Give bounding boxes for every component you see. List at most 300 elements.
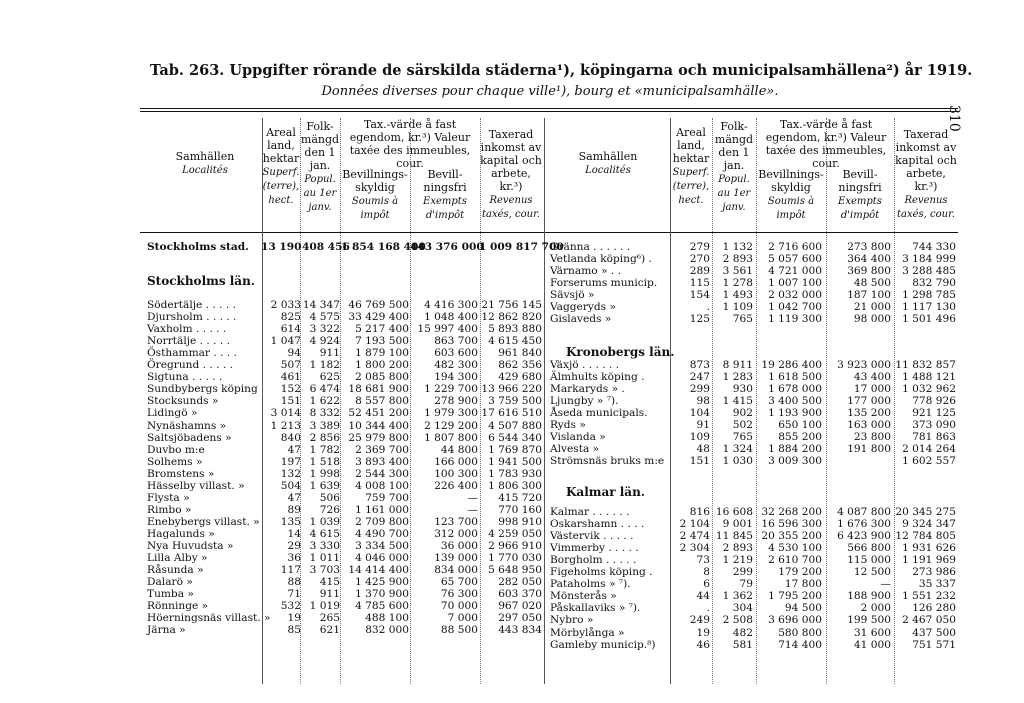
cell-tax1: 18 681 900 xyxy=(348,383,409,396)
cell-tax2: 364 400 xyxy=(847,253,891,266)
cell-tax2: 88 500 xyxy=(440,624,478,637)
cell-name: Saltsjöbadens » xyxy=(147,431,232,444)
cell-area: 109 xyxy=(689,431,710,444)
cell-pop: 1 182 xyxy=(309,359,340,372)
cell-tax1: 4 008 100 xyxy=(355,479,409,492)
header-income-right: Taxerad inkomst av kapital och arbete, kr.³) Revenus taxés, cour. xyxy=(895,128,957,220)
cell-name: Solhems » xyxy=(147,455,203,468)
cell-tax2: — xyxy=(467,491,478,504)
cell-tax2: 123 700 xyxy=(434,515,478,528)
cell-pop: 1 324 xyxy=(722,443,753,456)
cell-pop: 265 xyxy=(319,612,340,625)
cell-tax2: 36 000 xyxy=(440,540,478,552)
cell-income: 1 783 930 xyxy=(488,467,542,480)
cell-pop: 1 019 xyxy=(309,600,340,613)
cell-area: 88 xyxy=(287,576,301,589)
cell-income: 1 602 557 xyxy=(902,455,956,468)
cell-tax2: 273 800 xyxy=(847,241,891,253)
cell-tax1: 488 100 xyxy=(365,612,409,625)
cell-income: 273 986 xyxy=(912,566,956,579)
cell-area: 132 xyxy=(280,467,301,480)
cell-tax1: 4 490 700 xyxy=(355,527,409,540)
cell-name: Öregrund . . . . . xyxy=(147,359,233,372)
cell-area: 197 xyxy=(280,455,301,468)
cell-tax2: 98 000 xyxy=(853,313,891,326)
cell-tax1: 14 414 400 xyxy=(348,564,409,577)
cell-area: 19 xyxy=(696,626,710,639)
cell-income: 862 356 xyxy=(498,359,542,372)
cell-name: Sävsjö » xyxy=(550,289,595,302)
header-tax2-left: Bevill-ningsfri Exempts d'impôt xyxy=(423,168,467,221)
cell-area: 532 xyxy=(280,600,301,613)
cell-tax1: 1 795 200 xyxy=(768,590,822,603)
cell-tax2: — xyxy=(880,578,891,591)
cell-income: 297 050 xyxy=(498,612,542,625)
cell-tax1: 2 032 000 xyxy=(768,289,822,302)
cell-area: 8 xyxy=(703,566,710,579)
cell-tax1: 3 009 300 xyxy=(768,455,822,468)
cell-pop: 1 039 xyxy=(309,515,340,528)
cell-name: Sundbybergs köping xyxy=(147,383,258,396)
cell-tax1: 8 557 800 xyxy=(355,395,409,408)
header-tax1-left: Bevillnings-skyldig Soumis à impôt xyxy=(342,168,408,221)
cell-tax2: 863 700 xyxy=(434,335,478,348)
cell-income: 1 298 785 xyxy=(902,289,956,302)
cell-pop: 8 911 xyxy=(722,359,753,371)
cell-income: 6 544 340 xyxy=(488,431,542,444)
section-heading: Kronobergs län. xyxy=(566,345,675,359)
cell-income: 1 191 969 xyxy=(902,554,956,567)
cell-tax1: 2 085 800 xyxy=(355,371,409,384)
cell-tax2: 603 600 xyxy=(434,347,478,360)
cell-name: Växjö . . . . . . xyxy=(550,359,620,371)
header-name-left: Samhällen Localités xyxy=(175,150,235,176)
cell-income: 12 862 820 xyxy=(481,311,542,324)
cell-pop: 3 561 xyxy=(722,265,753,278)
cell-area: 154 xyxy=(689,289,710,302)
cell-tax2: 278 900 xyxy=(434,395,478,408)
cell-income: 967 020 xyxy=(498,600,542,613)
cell-name: Ryds » xyxy=(550,419,586,432)
cell-tax2: 163 000 xyxy=(847,419,891,432)
cell-name: Hagalunds » xyxy=(147,527,215,540)
divider-center xyxy=(544,118,545,684)
cell-area: 2 474 xyxy=(679,530,710,543)
cell-income: 603 370 xyxy=(498,588,542,601)
cell-pop: 408 456 xyxy=(302,241,350,253)
cell-name: Lidingö » xyxy=(147,407,198,420)
cell-pop: 581 xyxy=(732,638,753,651)
cell-income: 1 769 870 xyxy=(488,443,542,456)
cell-pop: 4 615 xyxy=(309,527,340,540)
cell-income: 751 571 xyxy=(912,638,956,651)
cell-tax1: 2 610 700 xyxy=(768,554,822,567)
cell-income: 744 330 xyxy=(912,241,956,253)
cell-name: Nybro » xyxy=(550,614,594,627)
cell-tax1: 2 709 800 xyxy=(355,515,409,528)
cell-tax1: 855 200 xyxy=(778,431,822,444)
cell-area: 289 xyxy=(689,265,710,278)
cell-name: Höerningsnäs villast. » xyxy=(147,612,271,625)
cell-name: Ljungby » ⁷). xyxy=(550,395,619,408)
top-rule xyxy=(140,108,958,109)
cell-pop: 902 xyxy=(732,407,753,420)
cell-tax2: 31 600 xyxy=(853,626,891,639)
cell-tax1: 1 884 200 xyxy=(768,443,822,456)
cell-income: 1 488 121 xyxy=(902,371,956,384)
cell-income: 1 931 626 xyxy=(902,542,956,555)
cell-name: Duvbo m:e xyxy=(147,443,205,456)
cell-tax2: 226 400 xyxy=(434,479,478,492)
cell-area: . xyxy=(706,602,710,615)
cell-tax1: 832 000 xyxy=(365,624,409,637)
cell-tax1: 5 057 600 xyxy=(768,253,822,266)
cell-tax2: 1 048 400 xyxy=(424,311,478,324)
cell-tax2: 4 416 300 xyxy=(424,299,478,311)
cell-pop: 14 347 xyxy=(302,299,340,311)
cell-tax2: 312 000 xyxy=(434,527,478,540)
cell-tax2: 23 800 xyxy=(853,431,891,444)
cell-tax2: 135 200 xyxy=(847,407,891,420)
cell-tax1: 1 879 100 xyxy=(355,347,409,360)
cell-area: 270 xyxy=(689,253,710,266)
header-tax2-right: Bevill-ningsfri Exempts d'impôt xyxy=(838,168,882,221)
cell-area: 299 xyxy=(689,383,710,396)
header-income-left: Taxerad inkomst av kapital och arbete, kr.³) Revenus taxés, cour. xyxy=(480,128,542,220)
cell-pop: 1 622 xyxy=(309,395,340,408)
cell-pop: 930 xyxy=(732,383,753,396)
cell-area: 461 xyxy=(280,371,301,384)
page-subtitle: Données diverses pour chaque ville¹), bourg et «municipalsamhälle». xyxy=(321,84,779,99)
cell-income: 429 680 xyxy=(498,371,542,384)
cell-name: Stocksunds » xyxy=(147,395,219,408)
cell-name: Rimbo » xyxy=(147,503,192,516)
section-heading: Stockholms län. xyxy=(147,274,255,288)
cell-tax1: 5 217 400 xyxy=(355,323,409,336)
cell-income: 4 259 050 xyxy=(488,527,542,540)
cell-tax2: 1 676 300 xyxy=(837,518,891,531)
cell-tax2: 166 000 xyxy=(434,455,478,468)
cell-tax1: 580 800 xyxy=(778,626,822,639)
cell-tax1: 1 370 900 xyxy=(355,588,409,601)
cell-pop: 765 xyxy=(732,431,753,444)
cell-tax2: 834 000 xyxy=(434,564,478,577)
cell-income: 126 280 xyxy=(912,602,956,615)
cell-area: 98 xyxy=(696,395,710,408)
cell-area: 507 xyxy=(280,359,301,372)
cell-area: 873 xyxy=(689,359,710,371)
header-name-right: Samhällen Localités xyxy=(578,150,638,176)
cell-pop: 2 893 xyxy=(722,542,753,555)
cell-area: 279 xyxy=(689,241,710,253)
cell-pop: 4 924 xyxy=(309,335,340,348)
cell-pop: 8 332 xyxy=(309,407,340,420)
cell-income: 2 966 910 xyxy=(488,540,542,552)
cell-name: Dalarö » xyxy=(147,576,193,589)
cell-tax2: 41 000 xyxy=(853,638,891,651)
cell-income: 443 834 xyxy=(498,624,542,637)
cell-pop: 482 xyxy=(732,626,753,639)
cell-area: 125 xyxy=(689,313,710,326)
cell-tax1: 94 500 xyxy=(784,602,822,615)
cell-tax1: 1 854 168 400 xyxy=(341,241,426,253)
cell-area: 2 033 xyxy=(270,299,301,311)
cell-name: Rönninge » xyxy=(147,600,209,613)
cell-tax1: 19 286 400 xyxy=(761,359,822,371)
cell-pop: 625 xyxy=(319,371,340,384)
cell-income: 781 863 xyxy=(912,431,956,444)
cell-tax2: 1 807 800 xyxy=(424,431,478,444)
cell-income: 921 125 xyxy=(912,407,956,420)
cell-income: 4 615 450 xyxy=(488,335,542,348)
cell-area: 89 xyxy=(287,503,301,516)
cell-pop: 1 109 xyxy=(722,301,753,314)
cell-area: 151 xyxy=(280,395,301,408)
cell-income: 282 050 xyxy=(498,576,542,589)
cell-tax2: 482 300 xyxy=(434,359,478,372)
cell-pop: 1 283 xyxy=(722,371,753,384)
cell-area: 1 213 xyxy=(270,419,301,432)
cell-name: Gränna . . . . . . xyxy=(550,241,631,253)
cell-name: Figeholms köping . xyxy=(550,566,653,579)
cell-name: Strömsnäs bruks m:e xyxy=(550,455,665,468)
cell-pop: 1 362 xyxy=(722,590,753,603)
cell-name: Norrtälje . . . . . xyxy=(147,335,230,348)
cell-tax1: 4 721 000 xyxy=(768,265,822,278)
cell-tax1: 3 334 500 xyxy=(355,540,409,552)
cell-pop: 3 322 xyxy=(309,323,340,336)
cell-name: Östhammar . . . . xyxy=(147,347,237,360)
cell-income: 3 184 999 xyxy=(902,253,956,266)
cell-area: 115 xyxy=(689,277,710,290)
cell-tax2: 1 229 700 xyxy=(424,383,478,396)
cell-tax1: 46 769 500 xyxy=(348,299,409,311)
cell-name: Flysta » xyxy=(147,491,190,504)
cell-area: 47 xyxy=(287,491,301,504)
page-number: 310 xyxy=(946,105,962,132)
cell-pop: 502 xyxy=(732,419,753,432)
cell-area: 3 014 xyxy=(270,407,301,420)
cell-income: 961 840 xyxy=(498,347,542,360)
cell-tax2: 2 129 200 xyxy=(424,419,478,432)
cell-name: Järna » xyxy=(147,624,186,637)
cell-tax2: 15 997 400 xyxy=(417,323,478,336)
cell-pop: 6 474 xyxy=(309,383,340,396)
cell-tax1: 10 344 400 xyxy=(348,419,409,432)
cell-area: 249 xyxy=(689,614,710,627)
header-area-right: Areal land, hektar Superf. (terre), hect. xyxy=(672,126,710,206)
cell-tax2: 188 900 xyxy=(847,590,891,603)
cell-tax1: 1 193 900 xyxy=(768,407,822,420)
cell-tax2: — xyxy=(467,503,478,516)
section-heading: Kalmar län. xyxy=(566,485,645,499)
cell-name: Vaggeryds » xyxy=(550,301,616,314)
cell-tax2: 191 800 xyxy=(847,443,891,456)
cell-area: 151 xyxy=(689,455,710,468)
cell-income: 778 926 xyxy=(912,395,956,408)
cell-area: 19 xyxy=(287,612,301,625)
cell-tax2: 12 500 xyxy=(853,566,891,579)
cell-tax1: 1 007 100 xyxy=(768,277,822,290)
cell-pop: 3 389 xyxy=(309,419,340,432)
cell-income: 1 806 300 xyxy=(488,479,542,492)
cell-name: Värnamo » . . xyxy=(550,265,621,278)
cell-tax2: 1 979 300 xyxy=(424,407,478,420)
cell-tax1: 1 119 300 xyxy=(768,313,822,326)
cell-name: Älmhults köping . xyxy=(550,371,645,384)
cell-income: 832 790 xyxy=(912,277,956,290)
cell-income: 5 648 950 xyxy=(488,564,542,577)
cell-income: 5 893 880 xyxy=(488,323,542,336)
cell-area: 94 xyxy=(287,347,301,360)
cell-income: 1 551 232 xyxy=(902,590,956,603)
cell-pop: 1 132 xyxy=(722,241,753,253)
header-taxval-right: Tax.-värde å fast egendom, kr.³) Valeur taxée des immeubles, cour. xyxy=(765,118,887,170)
cell-area: 47 xyxy=(287,443,301,456)
cell-name: Vislanda » xyxy=(550,431,606,444)
cell-income: 1 770 030 xyxy=(488,552,542,565)
cell-tax1: 33 429 400 xyxy=(348,311,409,324)
cell-area: 6 xyxy=(703,578,710,591)
cell-name: Södertälje . . . . . xyxy=(147,299,236,311)
cell-income: 373 090 xyxy=(912,419,956,432)
cell-area: 104 xyxy=(689,407,710,420)
cell-income: 1 501 496 xyxy=(902,313,956,326)
cell-tax2: 177 000 xyxy=(847,395,891,408)
cell-name: Åseda municipals. xyxy=(550,407,648,420)
cell-area: 46 xyxy=(696,638,710,651)
cell-tax2: 6 423 900 xyxy=(837,530,891,543)
cell-name: Markaryds » . xyxy=(550,383,625,396)
cell-pop: 1 011 xyxy=(309,552,340,565)
cell-name: Forserums municip. xyxy=(550,277,658,290)
cell-name: Djursholm . . . . . xyxy=(147,311,237,324)
cell-tax2: 65 700 xyxy=(440,576,478,589)
cell-income: 998 910 xyxy=(498,515,542,528)
cell-tax1: 1 161 000 xyxy=(355,503,409,516)
cell-area: 91 xyxy=(696,419,710,432)
header-area-left: Areal land, hektar Superf. (terre), hect. xyxy=(262,126,300,206)
cell-pop: 1 782 xyxy=(309,443,340,456)
cell-tax2: 17 000 xyxy=(853,383,891,396)
cell-income: 415 720 xyxy=(498,491,542,504)
cell-name: Gislaveds » xyxy=(550,313,612,326)
cell-pop: 1 030 xyxy=(722,455,753,468)
cell-pop: 1 219 xyxy=(722,554,753,567)
cell-area: 2 104 xyxy=(679,518,710,531)
cell-pop: 1 278 xyxy=(722,277,753,290)
cell-income: 1 117 130 xyxy=(902,301,956,314)
cell-name: Bromstens » xyxy=(147,467,215,480)
cell-tax1: 759 700 xyxy=(365,491,409,504)
cell-income: 1 009 817 700 xyxy=(479,241,564,253)
page-title: Tab. 263. Uppgifter rörande de särskilda städerna¹), köpingarna och municipalsamhällena²) år 1919. xyxy=(150,62,973,79)
cell-name: Enebybergs villast. » xyxy=(147,515,260,528)
cell-tax1: 4 530 100 xyxy=(768,542,822,555)
cell-tax2: 21 000 xyxy=(853,301,891,314)
cell-name: Kalmar . . . . . . xyxy=(550,506,630,518)
cell-pop: 304 xyxy=(732,602,753,615)
cell-tax2: 2 000 xyxy=(860,602,891,615)
cell-name: Påskallaviks » ⁷). xyxy=(550,602,641,615)
top-rule-2 xyxy=(140,111,958,112)
cell-tax2: 187 100 xyxy=(847,289,891,302)
cell-pop: 79 xyxy=(739,578,753,591)
cell-tax1: 52 451 200 xyxy=(348,407,409,420)
cell-income: 3 288 485 xyxy=(902,265,956,278)
cell-tax1: 16 596 300 xyxy=(761,518,822,531)
cell-pop: 4 575 xyxy=(309,311,340,324)
cell-area: 73 xyxy=(696,554,710,567)
cell-tax1: 32 268 200 xyxy=(761,506,822,518)
cell-income: 2 014 264 xyxy=(902,443,956,456)
cell-pop: 1 415 xyxy=(722,395,753,408)
cell-pop: 2 856 xyxy=(309,431,340,444)
cell-area: 2 304 xyxy=(679,542,710,555)
cell-name: Nya Huvudsta » xyxy=(147,540,234,552)
cell-area: 816 xyxy=(689,506,710,518)
cell-tax2: 100 300 xyxy=(434,467,478,480)
cell-name: Pataholms » ⁷). xyxy=(550,578,631,591)
header-tax1-right: Bevillnings-skyldig Soumis à impôt xyxy=(758,168,824,221)
cell-tax2: 44 800 xyxy=(440,443,478,456)
cell-income: 770 160 xyxy=(498,503,542,516)
cell-name: Gamleby municip.⁸) xyxy=(550,638,656,651)
cell-tax1: 179 200 xyxy=(778,566,822,579)
cell-tax2: 194 300 xyxy=(434,371,478,384)
cell-pop: 765 xyxy=(732,313,753,326)
cell-area: 36 xyxy=(287,552,301,565)
cell-income: 20 345 275 xyxy=(895,506,956,518)
cell-tax2: 369 800 xyxy=(847,265,891,278)
cell-name: Mörbylånga » xyxy=(550,626,625,639)
cell-pop: 911 xyxy=(319,347,340,360)
cell-tax1: 3 696 000 xyxy=(768,614,822,627)
cell-tax1: 4 046 000 xyxy=(355,552,409,565)
cell-name: Råsunda » xyxy=(147,564,204,577)
cell-pop: 11 845 xyxy=(715,530,753,543)
cell-tax1: 650 100 xyxy=(778,419,822,432)
cell-income: 12 784 805 xyxy=(895,530,956,543)
cell-income: 4 507 880 xyxy=(488,419,542,432)
cell-tax1: 2 369 700 xyxy=(355,443,409,456)
cell-area: 1 047 xyxy=(270,335,301,348)
cell-tax1: 4 785 600 xyxy=(355,600,409,613)
cell-tax1: 17 800 xyxy=(784,578,822,591)
cell-pop: 1 998 xyxy=(309,467,340,480)
cell-income: 21 756 145 xyxy=(481,299,542,311)
cell-pop: 1 493 xyxy=(722,289,753,302)
cell-pop: 3 703 xyxy=(309,564,340,577)
cell-tax2: 115 000 xyxy=(847,554,891,567)
cell-area: . xyxy=(706,301,710,314)
cell-pop: 9 001 xyxy=(722,518,753,531)
cell-income: 2 467 050 xyxy=(902,614,956,627)
cell-area: 71 xyxy=(287,588,301,601)
cell-tax1: 3 400 500 xyxy=(768,395,822,408)
cell-name: Mönsterås » xyxy=(550,590,617,603)
cell-tax1: 1 678 000 xyxy=(768,383,822,396)
cell-tax1: 1 425 900 xyxy=(355,576,409,589)
cell-area: 840 xyxy=(280,431,301,444)
cell-income: 11 832 857 xyxy=(895,359,956,371)
cell-name: Alvesta » xyxy=(550,443,600,456)
cell-income: 17 616 510 xyxy=(481,407,542,420)
cell-tax1: 2 716 600 xyxy=(768,241,822,253)
cell-tax2: 76 300 xyxy=(440,588,478,601)
cell-income: 1 032 962 xyxy=(902,383,956,396)
cell-name: Tumba » xyxy=(147,588,194,601)
